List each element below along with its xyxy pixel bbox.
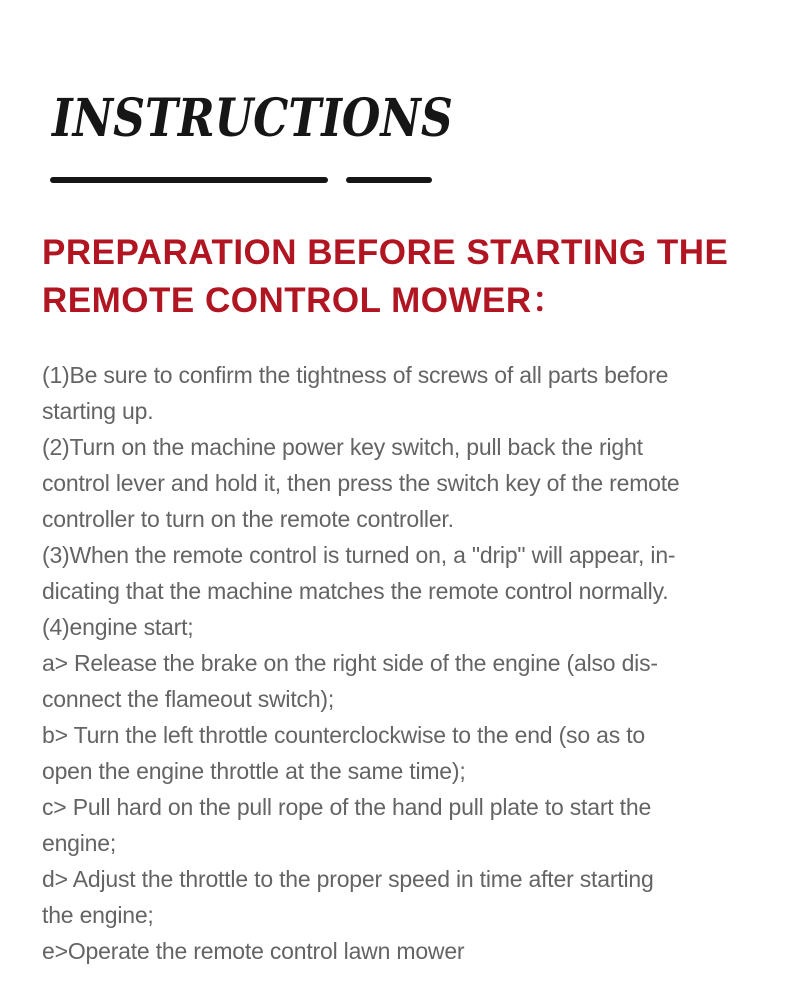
- instruction-line: (3)When the remote control is turned on, a "drip" will appear, in-: [42, 542, 676, 568]
- instruction-line: the engine;: [42, 902, 154, 928]
- title-underline: [50, 177, 748, 183]
- instruction-line: controller to turn on the remote controller.: [42, 506, 454, 532]
- instruction-line: control lever and hold it, then press the switch key of the remote: [42, 470, 680, 496]
- underline-long-bar: [50, 177, 328, 183]
- section-heading-line-2: REMOTE CONTROL MOWER：: [42, 281, 568, 320]
- instruction-line: (2)Turn on the machine power key switch, pull back the right: [42, 434, 643, 460]
- instruction-line: e>Operate the remote control lawn mower: [42, 938, 465, 964]
- instruction-line: dicating that the machine matches the remote control normally.: [42, 578, 669, 604]
- section-heading-line-1: PREPARATION BEFORE STARTING THE: [42, 233, 729, 272]
- instruction-line: a> Release the brake on the right side of the engine (also dis-: [42, 650, 658, 676]
- instruction-line: d> Adjust the throttle to the proper speed in time after starting: [42, 866, 654, 892]
- instruction-line: (1)Be sure to confirm the tightness of screws of all parts before: [42, 362, 669, 388]
- instruction-line: open the engine throttle at the same time);: [42, 758, 466, 784]
- underline-short-bar: [346, 177, 432, 183]
- instruction-line: (4)engine start;: [42, 614, 194, 640]
- section-heading: [42, 229, 748, 325]
- instruction-line: connect the flameout switch);: [42, 686, 335, 712]
- page-title: INSTRUCTIONS: [52, 88, 453, 149]
- instruction-line: engine;: [42, 830, 117, 856]
- instruction-line: c> Pull hard on the pull rope of the hand pull plate to start the: [42, 794, 652, 820]
- instruction-line: starting up.: [42, 398, 154, 424]
- instruction-line: b> Turn the left throttle counterclockwise to the end (so as to: [42, 722, 645, 748]
- instruction-text: [42, 357, 748, 969]
